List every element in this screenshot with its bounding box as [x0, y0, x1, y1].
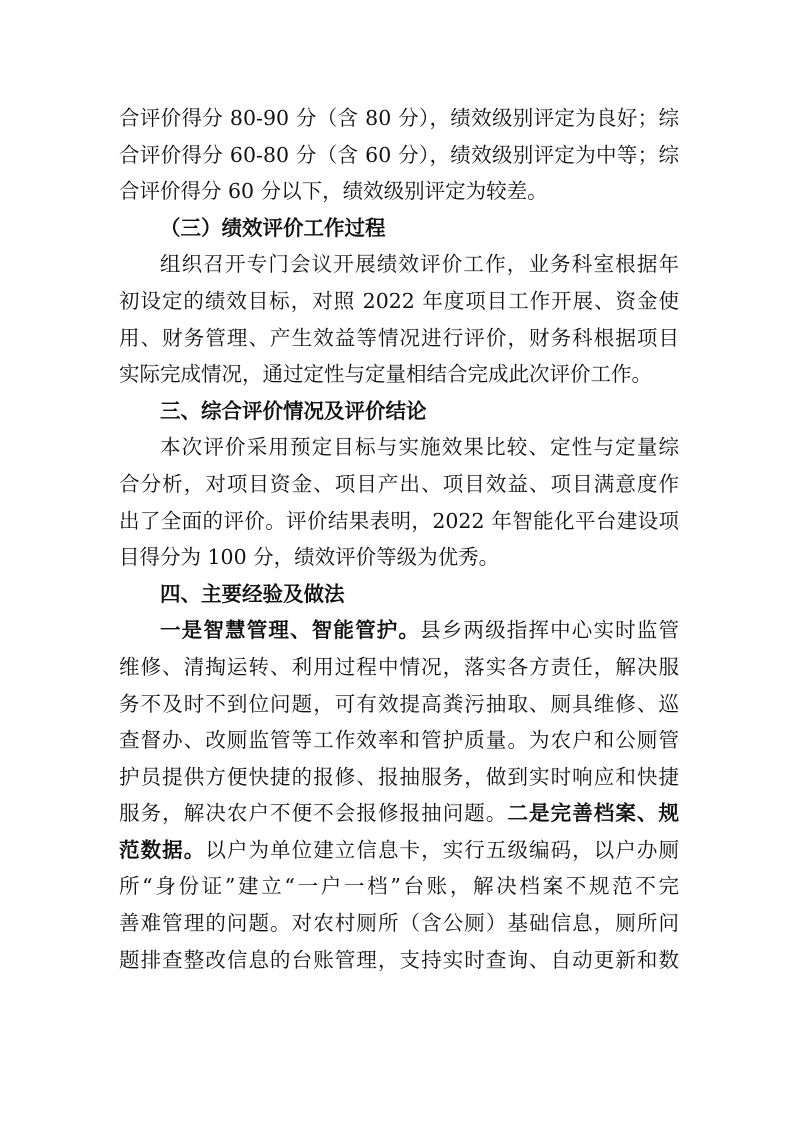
text-line: 出了全面的评价。评价结果表明，2022 年智能化平台建设项: [119, 508, 679, 533]
text-line: 目得分为 100 分，绩效评价等级为优秀。: [119, 545, 500, 570]
section-subheading: （三）绩效评价工作过程: [160, 215, 386, 240]
text-line: [119, 832, 679, 869]
text-line: 合评价得分 80-90 分（含 80 分），绩效级别评定为良好；综: [119, 106, 679, 130]
text-line: 实际完成情况，通过定性与定量相结合完成此次评价工作。: [119, 362, 652, 387]
text-line: [119, 795, 679, 832]
text-line: 合分析，对项目资金、项目产出、项目效益、项目满意度作: [119, 471, 679, 496]
text-line: 用、财务管理、产生效益等情况进行评价，财务科根据项目: [119, 325, 679, 350]
section-heading: 三、综合评价情况及评价结论: [160, 398, 427, 423]
bold-lead-phrase: 范数据。: [119, 837, 206, 862]
text-line: 所“身份证”建立“一户一档”台账，解决档案不规范不完: [119, 874, 679, 899]
bold-lead-phrase: 一是智慧管理、智能管护。: [160, 618, 421, 643]
text-line: [119, 612, 679, 649]
text-line: 组织召开专门会议开展绩效评价工作，业务科室根据年: [160, 252, 679, 277]
section-heading: 四、主要经验及做法: [160, 581, 345, 606]
text-line: 护员提供方便快捷的报修、报抽服务，做到实时响应和快捷: [119, 764, 679, 789]
text-span: 以户为单位建立信息卡，实行五级编码，以户办厕: [205, 837, 680, 862]
text-line: 本次评价采用预定目标与实施效果比较、定性与定量综: [160, 435, 679, 460]
text-span: 服务，解决农户不便不会报修报抽问题。: [119, 801, 508, 826]
text-line: 合评价得分 60-80 分（含 60 分），绩效级别评定为中等；综: [119, 142, 679, 167]
text-line: 合评价得分 60 分以下，绩效级别评定为较差。: [119, 179, 548, 204]
text-line: 务不及时不到位问题，可有效提高粪污抽取、厕具维修、巡: [119, 691, 679, 716]
document-page: [119, 100, 679, 978]
text-line: 题排查整改信息的台账管理，支持实时查询、自动更新和数: [119, 947, 679, 972]
text-line: 维修、清掏运转、利用过程中情况，落实各方责任，解决服: [119, 654, 679, 679]
text-span: 县乡两级指挥中心实时监管: [420, 618, 680, 643]
text-line: 善难管理的问题。对农村厕所（含公厕）基础信息，厕所问: [119, 911, 679, 936]
text-line: 查督办、改厕监管等工作效率和管护质量。为农户和公厕管: [119, 728, 679, 753]
text-line: 初设定的绩效目标，对照 2022 年度项目工作开展、资金使: [119, 288, 679, 313]
bold-lead-phrase: 二是完善档案、规: [507, 801, 680, 826]
